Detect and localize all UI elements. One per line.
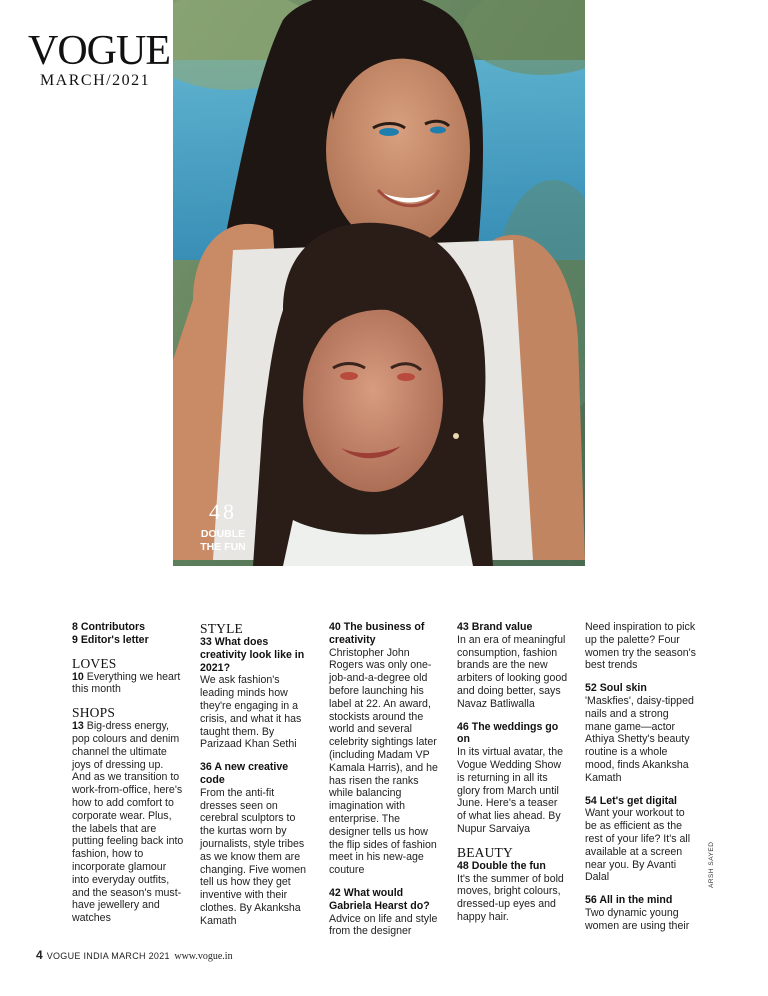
toc-entry-33[interactable]: [200, 636, 312, 751]
entry-headline: 46 The weddings go on: [457, 720, 559, 746]
toc-entry-36[interactable]: [200, 761, 312, 927]
entry-headline: 54 Let's get digital: [585, 794, 677, 807]
entry-headline: 36 A new creative code: [200, 761, 289, 786]
contents-column-1: [72, 621, 184, 925]
contents-column-2: [200, 621, 312, 928]
photo-credit: ARSH SAYED: [708, 841, 715, 888]
folio-page-number: 4: [36, 948, 43, 962]
entry-headline: 43 Brand value: [457, 621, 533, 633]
entry-description: Christopher John Rogers was only one-job-and-a-degree old before launching his label at 22. An award, stockists around the world and several celebrity sightings later (including Madam VP Kamala Harris), and he has risen the ranks while balancing imagination with enterprise. The designer tells us how the flip sides of fashion meet in his new-age couture: [329, 646, 438, 877]
entry-description: Advice on life and style from the designer: [329, 912, 438, 938]
entry-description: Two dynamic young women are using their: [585, 906, 690, 932]
continued-description: Need inspiration to pick up the palette? Four women try the season's best trends: [585, 621, 696, 672]
entry-description: In its virtual avatar, the Vogue Wedding Show is returning in all its glory from March until June. Here's a teaser of what lies ahead. By Nupur Sarvaiya: [457, 746, 563, 835]
folio-magazine: VOGUE INDIA MARCH 2021: [46, 951, 170, 961]
entry-description: We ask fashion's leading minds how they're engaging in a crisis, and what it has taught them. By Parizaad Khan Sethi: [200, 674, 302, 751]
toc-entry-40[interactable]: [329, 621, 441, 877]
photo-page-number: 48: [209, 499, 237, 524]
editors-letter-link[interactable]: 9 Editor's letter: [72, 633, 149, 646]
contributors-link[interactable]: 8 Contributors: [72, 621, 145, 633]
entry-description: In an era of meaningful consumption, fashion brands are the new arbiters of looking good and doing better, says Navaz Batliwalla: [457, 633, 568, 710]
entry-headline: 33 What does creativity look like in 2021?: [200, 636, 305, 674]
contents-column-5: [585, 621, 697, 933]
toc-entry-52[interactable]: [585, 682, 697, 784]
masthead: [28, 28, 170, 90]
toc-entry-43[interactable]: [457, 621, 569, 711]
photo-caption: [191, 500, 255, 554]
section-heading-style: STYLE: [200, 621, 243, 636]
cover-photo: [173, 0, 585, 566]
photo-title: DOUBLE THE FUN: [200, 528, 246, 553]
page-footer: [36, 948, 233, 962]
section-heading-loves: LOVES: [72, 655, 117, 671]
shops-description: Big-dress energy, pop colours and denim channel the ultimate joys of dressing up. And as we transition to work-from-office, here's how to add comfort to corporate wear. Plus, the labels that are putting feeling back into fashion, how to incorporate glamour into everyday outfits, and the season's must-have jewellery and watches: [72, 720, 184, 925]
entry-headline: 56 All in the mind: [585, 894, 673, 907]
entry-description: It's the summer of bold moves, bright colours, dressed-up eyes and happy hair.: [457, 872, 564, 923]
loves-description: Everything we heart this month: [72, 670, 181, 696]
folio-url[interactable]: www.vogue.in: [174, 951, 233, 962]
issue-date: MARCH/2021: [39, 72, 151, 89]
entry-description: From the anti-fit dresses seen on cerebral sculptors to the kurtas worn by journalists, style tribes as we know them are changing. Five women tell us how they get inventive with their clothes. By Akanksha Kamath: [200, 786, 306, 927]
shops-page-number: 13: [72, 720, 84, 733]
toc-entry-46[interactable]: [457, 721, 569, 836]
loves-entry[interactable]: [72, 671, 184, 697]
toc-entry-56[interactable]: [585, 894, 697, 932]
toc-entry-54[interactable]: [585, 795, 697, 885]
contents-column-3: [329, 621, 441, 938]
loves-page-number: 10: [72, 670, 84, 683]
section-heading-shops: SHOPS: [72, 705, 116, 721]
entry-description: 'Maskfies', daisy-tipped nails and a strong mane game—actor Athiya Shetty's beauty routine is a whole mood, finds Akanksha Kamath: [585, 694, 694, 784]
toc-entry-48[interactable]: [457, 860, 569, 924]
two-women-photo-illustration: [173, 0, 585, 566]
entry-headline: 42 What would Gabriela Hearst do?: [329, 886, 430, 912]
section-heading-beauty: BEAUTY: [457, 844, 513, 860]
entry-headline: 40 The business of creativity: [329, 621, 425, 646]
entry-headline: 48 Double the fun: [457, 859, 546, 872]
vogue-logo: VOGUE: [28, 28, 170, 74]
contents-column-4: [457, 621, 569, 924]
toc-entry-42[interactable]: [329, 887, 441, 938]
entry-description: Want your workout to be as efficient as the rest of your life? It's all available at a screen near you. By Avanti Dalal: [585, 807, 691, 884]
entry-headline: 52 Soul skin: [585, 682, 647, 695]
shops-entry[interactable]: [72, 720, 184, 925]
